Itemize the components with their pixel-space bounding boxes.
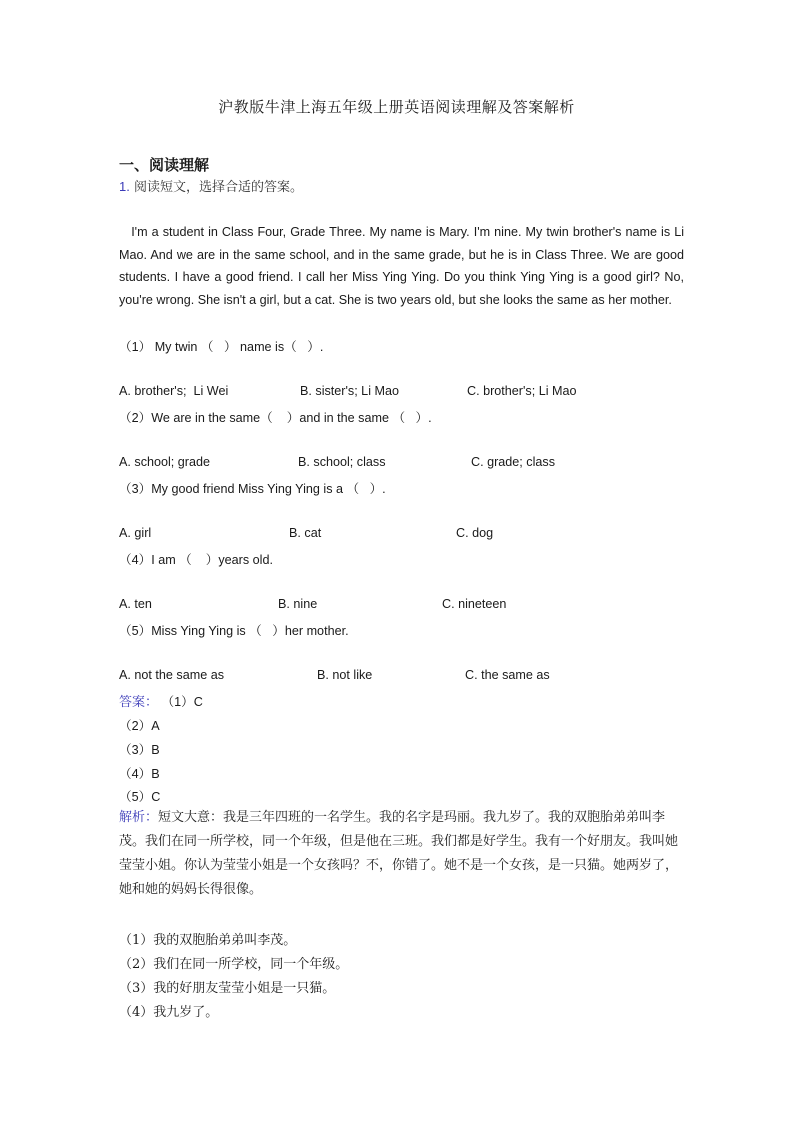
answer-text: （1）C (161, 695, 203, 709)
explanation-summary: 短文大意：我是三年四班的一名学生。我的名字是玛丽。我九岁了。我的双胞胎弟弟叫李茂。我们在同一所学校，同一个年级，但是他在三班。我们都是好学生。我有一个好朋友。我叫她莹莹小姐。你认为莹莹小姐是一个女孩吗？不，你错了。她不是一个女孩，是一只猫。她两岁了，她和她的妈妈长得很像。 (119, 810, 679, 897)
section-heading: 一、阅读理解 (119, 156, 210, 174)
option-4c: C. nineteen (442, 597, 507, 611)
option-3a: A. girl (119, 526, 152, 540)
page-title: 沪教版牛津上海五年级上册英语阅读理解及答案解析 (218, 98, 575, 116)
option-2a: A. school; grade (119, 455, 211, 469)
option-4b: B. nine (278, 597, 318, 611)
option-1a: A. brother's; Li Wei (119, 384, 229, 398)
option-1b: B. sister's; Li Mao (300, 384, 399, 398)
option-3c: C. dog (456, 526, 494, 540)
option-2c: C. grade; class (471, 455, 555, 469)
item-stem-2: （2）We are in the same（ ）and in the same （ ）. (119, 411, 432, 425)
option-5b: B. not like (317, 668, 373, 682)
option-3b: B. cat (289, 526, 322, 540)
answer-line-1 (119, 691, 203, 710)
item-stem-1: （1） My twin （ ） name is（ ）. (119, 340, 324, 354)
option-5c: C. the same as (465, 668, 550, 682)
option-4a: A. ten (119, 597, 152, 611)
item-stem-4: （4）I am （ ）years old. (119, 553, 273, 567)
explanation-point-3: （3）我的好朋友莹莹小姐是一只猫。 (119, 981, 336, 996)
answer-label: 答案： (119, 695, 159, 710)
answer-line-2: （2）A (119, 719, 160, 733)
item-stem-5: （5）Miss Ying Ying is （ ）her mother. (119, 624, 349, 638)
answer-line-4: （4）B (119, 767, 160, 781)
explanation-paragraph (119, 806, 684, 902)
answer-line-3: （3）B (119, 743, 160, 757)
explanation-point-1: （1）我的双胞胎弟弟叫李茂。 (119, 933, 297, 948)
passage-text: I'm a student in Class Four, Grade Three. My name is Mary. I'm nine. My twin brother's name is Li Mao. And we are in the same school, and in the same grade, but he is in Class Three. We are good students. I have a good friend. I call her Miss Ying Ying. Do you think Ying Ying is a good girl? No, you're wrong. She isn't a girl, but a cat. She is two years old, but she looks the same as her mother. (119, 225, 684, 307)
reading-passage (119, 221, 684, 311)
answer-line-5: （5）C (119, 790, 161, 804)
explanation-label: 解析： (119, 810, 159, 825)
question-instruction: 阅读短文，选择合适的答案。 (133, 180, 303, 195)
question-header (119, 176, 303, 195)
option-2b: B. school; class (298, 455, 386, 469)
option-5a: A. not the same as (119, 668, 225, 682)
option-1c: C. brother's; Li Mao (467, 384, 577, 398)
item-stem-3: （3）My good friend Miss Ying Ying is a （ ）. (119, 482, 386, 496)
question-number: 1. (119, 179, 130, 194)
explanation-point-4: （4）我九岁了。 (119, 1005, 219, 1020)
explanation-point-2: （2）我们在同一所学校，同一个年级。 (119, 957, 349, 972)
